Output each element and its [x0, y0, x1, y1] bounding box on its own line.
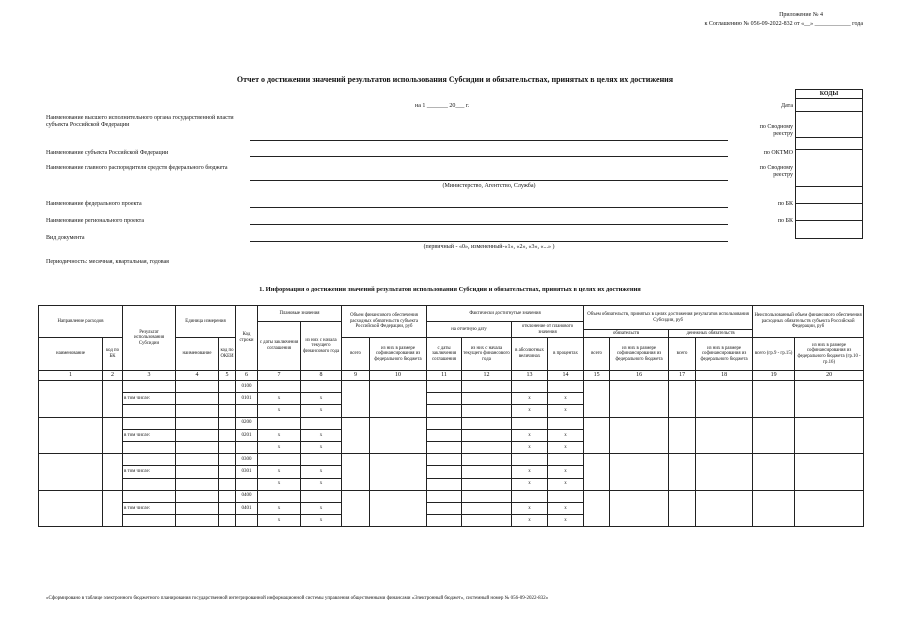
table-cell[interactable]: 0201 — [236, 429, 258, 441]
table-cell[interactable] — [795, 454, 864, 491]
table-cell[interactable] — [462, 429, 512, 441]
table-cell[interactable] — [123, 454, 176, 466]
table-cell[interactable] — [512, 417, 548, 429]
column-number: 19 — [753, 371, 795, 381]
table-cell[interactable] — [462, 381, 512, 393]
column-number: 17 — [669, 371, 696, 381]
table-cell[interactable] — [258, 454, 301, 466]
header-okei: код по ОКЕИ — [219, 338, 236, 371]
table-cell[interactable] — [795, 381, 864, 418]
table-cell[interactable] — [301, 417, 342, 429]
table-cell[interactable] — [219, 381, 236, 393]
table-cell[interactable] — [370, 454, 427, 491]
table-cell[interactable] — [512, 454, 548, 466]
section-title: 1. Информация о достижении значений результатов использования Субсидии и обязательствах, принятых в целях их достижения — [259, 286, 641, 293]
table-cell[interactable] — [258, 381, 301, 393]
table-cell[interactable] — [176, 417, 219, 429]
table-cell[interactable] — [462, 393, 512, 405]
table-cell[interactable] — [123, 490, 176, 502]
column-number: 10 — [370, 371, 427, 381]
table-cell[interactable] — [236, 405, 258, 417]
table-cell[interactable] — [258, 417, 301, 429]
header-code: Код строки — [236, 306, 258, 371]
table-cell[interactable]: x — [258, 478, 301, 490]
header-direction: Направление расходов — [39, 306, 123, 338]
table-cell[interactable]: x — [512, 393, 548, 405]
table-cell[interactable] — [123, 381, 176, 393]
column-number: 11 — [427, 371, 462, 381]
table-cell[interactable]: 0401 — [236, 502, 258, 514]
table-cell[interactable] — [427, 393, 462, 405]
table-cell[interactable] — [301, 381, 342, 393]
codes-box — [795, 89, 863, 239]
table-cell[interactable] — [753, 454, 795, 491]
table-cell[interactable]: x — [258, 393, 301, 405]
table-cell[interactable]: x — [301, 429, 342, 441]
table-cell[interactable] — [219, 393, 236, 405]
field-line-subject[interactable] — [250, 156, 728, 157]
table-cell[interactable] — [39, 417, 103, 454]
table-cell[interactable]: x — [301, 478, 342, 490]
table-cell[interactable]: в том числе: — [123, 466, 176, 478]
header-report-date: на отчетную дату — [427, 322, 512, 338]
table-cell[interactable]: x — [512, 466, 548, 478]
field-line-reg-project[interactable] — [250, 224, 728, 225]
table-cell[interactable] — [176, 478, 219, 490]
table-cell[interactable] — [462, 405, 512, 417]
label-bk-2: по БК — [777, 218, 793, 224]
table-cell[interactable] — [753, 417, 795, 454]
header-liabilities: обязательств — [584, 330, 669, 338]
table-cell[interactable]: x — [548, 502, 584, 514]
table-cell[interactable]: 0100 — [236, 381, 258, 393]
table-row — [39, 454, 864, 466]
column-number: 9 — [342, 371, 370, 381]
table-cell[interactable] — [370, 490, 427, 527]
table-cell[interactable] — [548, 454, 584, 466]
table-cell[interactable] — [123, 478, 176, 490]
table-cell[interactable] — [512, 490, 548, 502]
header-abs: в абсолютных величинах — [512, 338, 548, 371]
footer-note: «Сформировано в таблице электронного бюджетного планирования государственной интегрированной информационной системы управления общественными финансами «Электронный бюджет», системный номер № 056-09-2022-832» — [46, 596, 549, 601]
table-cell[interactable] — [462, 466, 512, 478]
label-svodny-1: по Сводному реестру — [759, 124, 793, 137]
table-cell[interactable] — [258, 490, 301, 502]
table-cell[interactable]: x — [258, 441, 301, 453]
results-table — [38, 305, 864, 527]
table-cell[interactable] — [696, 454, 753, 491]
header-un-cofin: из них в размере софинансирования из федерального бюджета (гр.10 - гр.16) — [795, 338, 864, 371]
table-cell[interactable] — [103, 454, 123, 491]
header-act-date: с даты заключения соглашения — [427, 338, 462, 371]
table-cell[interactable] — [427, 466, 462, 478]
table-cell[interactable] — [427, 478, 462, 490]
table-cell[interactable]: x — [548, 393, 584, 405]
header-ob-total: всего — [584, 338, 610, 371]
table-cell[interactable] — [123, 417, 176, 429]
field-line-organ[interactable] — [250, 140, 728, 141]
table-cell[interactable]: 0400 — [236, 490, 258, 502]
table-cell[interactable]: в том числе: — [123, 502, 176, 514]
label-svodny-2: по Сводному реестру — [759, 165, 793, 178]
table-cell[interactable]: 0300 — [236, 454, 258, 466]
table-cell[interactable] — [39, 454, 103, 491]
table-cell[interactable] — [610, 381, 669, 418]
table-cell[interactable] — [669, 417, 696, 454]
table-cell[interactable]: x — [548, 478, 584, 490]
table-cell[interactable] — [219, 405, 236, 417]
column-number: 13 — [512, 371, 548, 381]
appendix-line1: Приложение № 4 — [779, 12, 823, 18]
table-cell[interactable] — [584, 381, 610, 418]
report-title: Отчет о достижении значений результатов использования Субсидии и обязательствах, принятых в целях их достижения — [236, 75, 674, 84]
header-pct: в процентах — [548, 338, 584, 371]
table-cell[interactable]: x — [512, 478, 548, 490]
header-plan-date: с даты заключения соглашения — [258, 322, 301, 371]
code-cell[interactable] — [796, 187, 863, 204]
table-cell[interactable] — [548, 490, 584, 502]
table-cell[interactable] — [103, 381, 123, 418]
field-label-reg-project: Наименование регионального проекта — [46, 218, 145, 224]
table-cell[interactable] — [123, 515, 176, 527]
table-cell[interactable] — [176, 502, 219, 514]
appendix-line2: к Соглашению № 056-09-2022-832 от «__» ____________ года — [704, 21, 863, 27]
table-cell[interactable] — [584, 490, 610, 527]
table-cell[interactable]: x — [512, 441, 548, 453]
table-cell[interactable] — [696, 417, 753, 454]
header-money-liab: денежных обязательств — [669, 330, 753, 338]
table-cell[interactable]: x — [301, 393, 342, 405]
header-deviation: отклонение от планового значения — [512, 322, 584, 338]
field-note-doc-type: (первичный - «0», измененный-«1», «2», «3», «...» ) — [423, 244, 555, 250]
table-cell[interactable] — [512, 381, 548, 393]
column-number: 18 — [696, 371, 753, 381]
header-ob-cofin: из них в размере софинансирования из федерального бюджета — [610, 338, 669, 371]
table-cell[interactable]: x — [258, 405, 301, 417]
codes-header: КОДЫ — [796, 90, 863, 99]
table-cell[interactable]: 0301 — [236, 466, 258, 478]
table-cell[interactable] — [669, 381, 696, 418]
header-plan-begin: из них с начала текущего финансового года — [301, 322, 342, 371]
table-cell[interactable] — [610, 454, 669, 491]
table-cell[interactable] — [342, 381, 370, 418]
column-number: 14 — [548, 371, 584, 381]
field-label-fed-project: Наименование федерального проекта — [46, 201, 142, 207]
code-cell[interactable] — [796, 138, 863, 150]
table-cell[interactable] — [427, 515, 462, 527]
table-cell[interactable] — [427, 441, 462, 453]
table-cell[interactable]: x — [258, 466, 301, 478]
table-cell[interactable] — [427, 405, 462, 417]
table-cell[interactable] — [610, 490, 669, 527]
table-cell[interactable] — [219, 515, 236, 527]
table-cell[interactable] — [462, 441, 512, 453]
table-cell[interactable] — [176, 429, 219, 441]
table-cell[interactable] — [301, 454, 342, 466]
table-cell[interactable] — [696, 381, 753, 418]
table-cell[interactable] — [123, 405, 176, 417]
column-number: 2 — [103, 371, 123, 381]
table-cell[interactable] — [219, 417, 236, 429]
table-cell[interactable] — [753, 381, 795, 418]
table-cell[interactable] — [696, 490, 753, 527]
column-number: 7 — [258, 371, 301, 381]
header-un-total: всего (гр.9 - гр.15) — [753, 338, 795, 371]
date-line: на 1 _______ 20___ г. — [415, 103, 470, 109]
table-cell[interactable]: x — [548, 515, 584, 527]
table-cell[interactable] — [176, 393, 219, 405]
header-result: Результат использования Субсидии — [123, 306, 176, 371]
label-date: Дата — [781, 103, 793, 109]
header-unit: Единица измерения — [176, 306, 236, 338]
table-cell[interactable] — [236, 478, 258, 490]
field-label-doc-type: Вид документа — [46, 235, 85, 241]
table-cell[interactable] — [669, 490, 696, 527]
table-cell[interactable] — [176, 466, 219, 478]
code-cell[interactable] — [796, 204, 863, 221]
label-bk-1: по БК — [777, 201, 793, 207]
table-cell[interactable] — [39, 490, 103, 527]
table-row — [39, 381, 864, 393]
table-cell[interactable] — [236, 441, 258, 453]
table-cell[interactable] — [219, 478, 236, 490]
header-name: наименование — [39, 338, 103, 371]
table-row — [39, 490, 864, 502]
periodicity: Периодичность: месячная, квартальная, годовая — [46, 259, 169, 265]
table-cell[interactable]: x — [301, 502, 342, 514]
table-cell[interactable] — [219, 429, 236, 441]
header-total: всего — [342, 338, 370, 371]
table-cell[interactable] — [176, 454, 219, 466]
table-cell[interactable] — [342, 417, 370, 454]
table-row — [39, 417, 864, 429]
field-line-fed-project[interactable] — [250, 207, 728, 208]
table-cell[interactable] — [462, 515, 512, 527]
header-unused: Неиспользованный объем финансового обеспечения расходных обязательств субъекта Российской Федерации, руб — [753, 306, 864, 338]
table-cell[interactable] — [427, 454, 462, 466]
table-cell[interactable] — [219, 441, 236, 453]
table-cell[interactable]: x — [512, 429, 548, 441]
table-cell[interactable] — [103, 490, 123, 527]
table-cell[interactable] — [219, 454, 236, 466]
table-cell[interactable]: x — [512, 405, 548, 417]
column-number: 8 — [301, 371, 342, 381]
table-cell[interactable] — [123, 441, 176, 453]
column-number: 3 — [123, 371, 176, 381]
table-cell[interactable] — [176, 405, 219, 417]
field-note-grbs: (Министерство, Агентство, Служба) — [442, 183, 536, 189]
table-cell[interactable] — [219, 490, 236, 502]
table-cell[interactable] — [427, 502, 462, 514]
table-cell[interactable] — [610, 417, 669, 454]
table-cell[interactable] — [219, 466, 236, 478]
code-cell[interactable] — [796, 221, 863, 239]
table-cell[interactable]: 0200 — [236, 417, 258, 429]
table-cell[interactable] — [342, 490, 370, 527]
header-mo-cofin: из них в размере софинансирования из федерального бюджета — [696, 338, 753, 371]
table-cell[interactable]: 0101 — [236, 393, 258, 405]
table-cell[interactable] — [462, 490, 512, 502]
table-cell[interactable] — [462, 478, 512, 490]
table-cell[interactable] — [176, 515, 219, 527]
table-cell[interactable] — [427, 490, 462, 502]
header-bk: код по БК — [103, 338, 123, 371]
table-cell[interactable]: x — [512, 515, 548, 527]
table-cell[interactable] — [584, 454, 610, 491]
table-cell[interactable] — [427, 429, 462, 441]
column-number: 12 — [462, 371, 512, 381]
table-cell[interactable] — [584, 417, 610, 454]
table-cell[interactable]: x — [258, 429, 301, 441]
table-cell[interactable]: x — [258, 515, 301, 527]
table-cell[interactable]: в том числе: — [123, 429, 176, 441]
table-cell[interactable] — [427, 417, 462, 429]
column-number: 16 — [610, 371, 669, 381]
field-label-subject: Наименование субъекта Российской Федерации — [46, 150, 169, 156]
table-cell[interactable]: x — [301, 441, 342, 453]
table-cell[interactable] — [462, 502, 512, 514]
table-cell[interactable]: x — [512, 502, 548, 514]
table-cell[interactable] — [753, 490, 795, 527]
table-cell[interactable]: x — [548, 466, 584, 478]
table-cell[interactable] — [462, 454, 512, 466]
header-fin-volume: Объем финансового обеспечения расходных обязательств субъекта Российской Федерации, руб — [342, 306, 427, 338]
header-actual: Фактически достигнутые значения — [427, 306, 584, 322]
table-cell[interactable]: x — [258, 502, 301, 514]
table-cell[interactable]: x — [548, 429, 584, 441]
table-cell[interactable] — [795, 490, 864, 527]
table-cell[interactable] — [548, 381, 584, 393]
table-cell[interactable] — [370, 381, 427, 418]
table-cell[interactable] — [462, 417, 512, 429]
column-number: 6 — [236, 371, 258, 381]
column-number: 20 — [795, 371, 864, 381]
table-cell[interactable] — [669, 454, 696, 491]
header-obligations: Объем обязательств, принятых в целях достижения результатов использования Субсидии, руб — [584, 306, 753, 330]
table-cell[interactable] — [219, 502, 236, 514]
table-cell[interactable] — [548, 417, 584, 429]
table-cell[interactable] — [176, 490, 219, 502]
table-cell[interactable]: x — [301, 515, 342, 527]
code-cell[interactable] — [796, 99, 863, 112]
table-cell[interactable] — [301, 490, 342, 502]
column-number: 1 — [39, 371, 103, 381]
table-cell[interactable] — [176, 381, 219, 393]
label-oktmo: по ОКТМО — [763, 150, 793, 156]
table-cell[interactable] — [795, 417, 864, 454]
header-act-begin: из них с начала текущего финансового года — [462, 338, 512, 371]
column-numbers-row — [39, 371, 864, 381]
table-cell[interactable] — [370, 417, 427, 454]
code-cell[interactable] — [796, 150, 863, 187]
header-cofin: из них в размере софинансирования из федерального бюджета — [370, 338, 427, 371]
table-cell[interactable] — [342, 454, 370, 491]
column-number: 5 — [219, 371, 236, 381]
table-cell[interactable]: x — [301, 405, 342, 417]
table-cell[interactable] — [427, 381, 462, 393]
column-number: 4 — [176, 371, 219, 381]
table-cell[interactable]: x — [301, 466, 342, 478]
code-cell[interactable] — [796, 112, 863, 138]
table-cell[interactable]: x — [548, 405, 584, 417]
table-cell[interactable]: x — [548, 441, 584, 453]
field-line-doc-type[interactable] — [250, 241, 728, 242]
table-cell[interactable] — [103, 417, 123, 454]
table-cell[interactable]: в том числе: — [123, 393, 176, 405]
column-number: 15 — [584, 371, 610, 381]
table-cell[interactable] — [236, 515, 258, 527]
field-line-grbs[interactable] — [250, 180, 728, 181]
field-label-grbs: Наименование главного распорядителя средств федерального бюджета — [46, 165, 228, 171]
header-mo-total: всего — [669, 338, 696, 371]
field-label-organ: Наименование высшего исполнительного органа государственной власти субъекта Российской Федерации — [46, 115, 234, 128]
table-cell[interactable] — [176, 441, 219, 453]
table-cell[interactable] — [39, 381, 103, 418]
header-unit-name: наименование — [176, 338, 219, 371]
header-plan: Плановые значения — [258, 306, 342, 322]
